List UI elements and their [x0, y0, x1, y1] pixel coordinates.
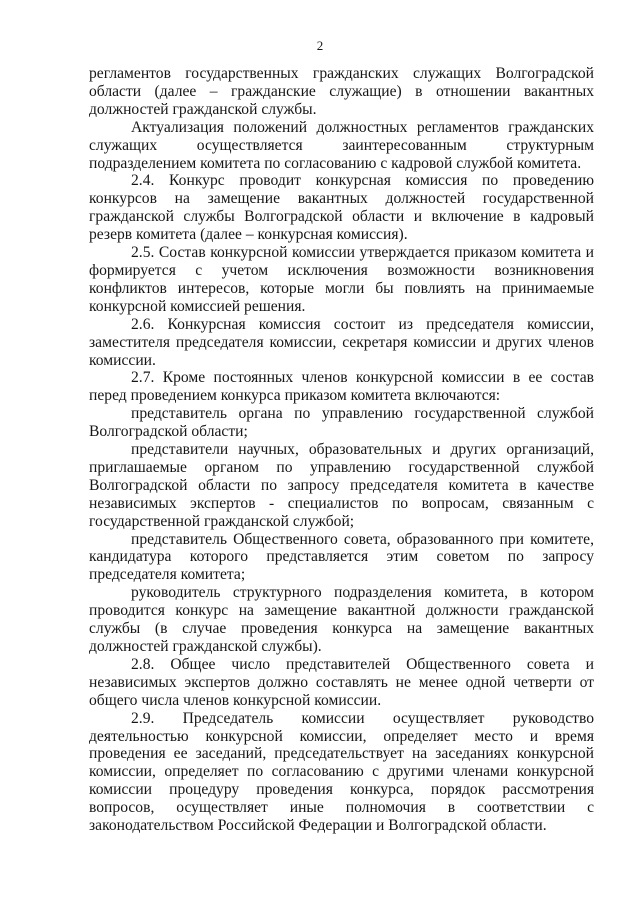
- paragraph-2-5: 2.5. Состав конкурсной комиссии утверждается приказом комитета и формируется с учетом исключения возможности возникновения конфликтов интересов, которые могли бы повлиять на принимаемые конкурсной комиссией решения.: [89, 244, 594, 315]
- page-number: 2: [316, 38, 324, 53]
- paragraph-2-9: 2.9. Председатель комиссии осуществляет руководство деятельностью конкурсной комиссии, определяет место и время проведения ее заседаний, председательствует на заседаниях конкурсной комиссии, определяет по согласованию с другими членами конкурсной комиссии процедуру проведения конкурса, порядок рассмотрения вопросов, осуществляет иные полномочия в соответствии с законодательством Российской Федерации и Волгоградской области.: [89, 709, 594, 835]
- document-body: [89, 65, 594, 835]
- list-item: руководитель структурного подразделения комитета, в котором проводится конкурс на замещение вакантной должности гражданской службы (в случае проведения конкурса на замещение вакантных должностей гражданской службы).: [89, 584, 594, 655]
- list-item: представитель Общественного совета, образованного при комитете, кандидатура которого представляется этим советом по запросу председателя комитета;: [89, 530, 594, 584]
- paragraph: регламентов государственных гражданских служащих Волгоградской области (далее – гражданские служащие) в отношении вакантных должностей гражданской службы.: [89, 65, 594, 118]
- list-item: представитель органа по управлению государственной службой Волгоградской области;: [89, 405, 594, 441]
- paragraph-2-4: 2.4. Конкурс проводит конкурсная комиссия по проведению конкурсов на замещение вакантных должностей государственной гражданской службы Волгоградской области и включение в кадровый резерв комитета (далее – конкурсная комиссия).: [89, 172, 594, 244]
- paragraph-2-7: 2.7. Кроме постоянных членов конкурсной комиссии в ее состав перед проведением конкурса приказом комитета включаются:: [89, 369, 594, 405]
- paragraph-2-6: 2.6. Конкурсная комиссия состоит из председателя комиссии, заместителя председателя комиссии, секретаря комиссии и других членов комиссии.: [89, 315, 594, 369]
- paragraph-2-8: 2.8. Общее число представителей Общественного совета и независимых экспертов должно составлять не менее одной четверти от общего числа членов конкурсной комиссии.: [89, 655, 594, 709]
- paragraph: Актуализация положений должностных регламентов гражданских служащих осуществляется заинтересованным структурным подразделением комитета по согласованию с кадровой службой комитета.: [89, 118, 594, 172]
- list-item: представители научных, образовательных и других организаций, приглашаемые органом по управлению государственной службой Волгоградской области по запросу председателя комитета в качестве независимых экспертов - специалистов по вопросам, связанным с государственной гражданской службой;: [89, 441, 594, 530]
